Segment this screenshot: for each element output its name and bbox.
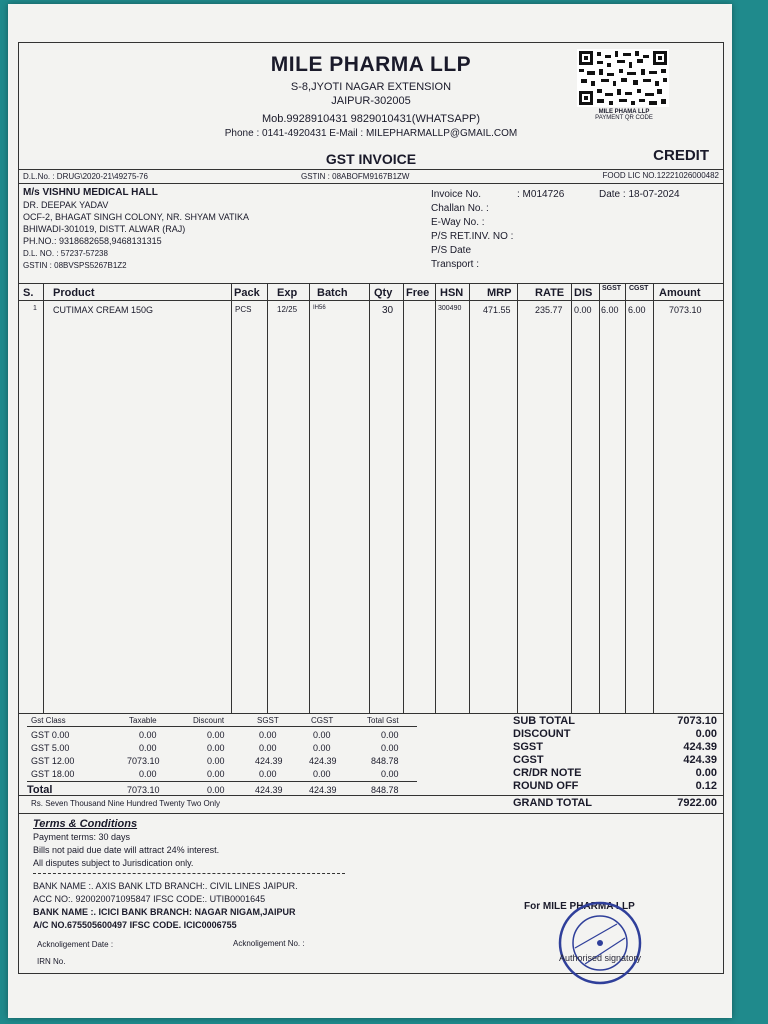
gst-row-taxable: 7073.10 — [127, 756, 160, 766]
row-hsn: 300490 — [438, 305, 462, 312]
challan-no: Challan No. : — [431, 203, 489, 214]
qr-caption-sub: PAYMENT QR CODE — [595, 115, 653, 121]
company-phone-email: Phone : 0141-4920431 E-Mail : MILEPHARMALLP@GMAIL.COM — [224, 128, 518, 139]
row-cgst: 6.00 — [628, 305, 646, 315]
cgst-value: 424.39 — [683, 754, 717, 766]
discount-label: DISCOUNT — [513, 728, 571, 740]
row-batch: IH56 — [313, 305, 326, 311]
gst-row-total: 848.78 — [371, 756, 399, 766]
gst-col-class: Gst Class — [31, 716, 66, 725]
row-dis: 0.00 — [574, 305, 592, 315]
gst-total-total: 848.78 — [371, 785, 399, 795]
gst-row-sgst: 0.00 — [259, 743, 277, 753]
grand-total-label: GRAND TOTAL — [513, 797, 593, 809]
cgst-label: CGST — [513, 754, 544, 766]
col-product: Product — [53, 287, 95, 299]
grand-total-value: 7922.00 — [677, 797, 717, 809]
col-mrp: MRP — [487, 287, 512, 299]
gst-row-class: GST 18.00 — [31, 769, 75, 779]
buyer-name: M/s VISHNU MEDICAL HALL — [23, 187, 158, 198]
buyer-line-2: OCF-2, BHAGAT SINGH COLONY, NR. SHYAM VATIKA — [23, 212, 250, 222]
gst-total-sgst: 424.39 — [255, 785, 283, 795]
company-stamp-icon — [555, 898, 645, 988]
col-rate: RATE — [535, 287, 565, 299]
col-amount: Amount — [659, 287, 701, 299]
bank-line-3: BANK NAME :. ICICI BANK BRANCH: NAGAR NIGAM,JAIPUR — [33, 907, 296, 917]
col-batch: Batch — [317, 287, 348, 299]
acknowledgement-no: Acknoligement No. : — [233, 939, 305, 948]
gst-row-cgst: 0.00 — [313, 769, 331, 779]
acknowledgement-date: Acknoligement Date : — [37, 940, 114, 949]
gst-row-taxable: 0.00 — [139, 769, 157, 779]
round-off-value: 0.12 — [695, 780, 717, 792]
sub-total-label: SUB TOTAL — [513, 715, 575, 727]
round-off-label: ROUND OFF — [513, 780, 579, 792]
transport: Transport : — [431, 259, 479, 270]
invoice-paper — [8, 4, 732, 1018]
discount-value: 0.00 — [695, 728, 717, 740]
gst-row-total: 0.00 — [381, 730, 399, 740]
gst-row-total: 0.00 — [381, 769, 399, 779]
company-mobile: Mob.9928910431 9829010431(WHATSAPP) — [261, 113, 481, 125]
gst-col-discount: Discount — [193, 716, 225, 725]
bank-line-1: BANK NAME :. AXIS BANK LTD BRANCH:. CIVIL LINES JAIPUR. — [33, 881, 298, 891]
col-exp: Exp — [277, 287, 298, 299]
buyer-line-3: BHIWADI-301019, DISTT. ALWAR (RAJ) — [23, 224, 186, 234]
invoice-no: : M014726 — [517, 189, 565, 200]
buyer-line-4: PH.NO.: 9318682658,9468131315 — [23, 236, 162, 246]
gst-row-discount: 0.00 — [207, 756, 225, 766]
row-amount: 7073.10 — [669, 305, 702, 315]
gst-row-discount: 0.00 — [207, 743, 225, 753]
gst-row-sgst: 424.39 — [255, 756, 283, 766]
gst-row-discount: 0.00 — [207, 730, 225, 740]
company-name: MILE PHARMA LLP — [270, 53, 472, 76]
row-sgst: 6.00 — [601, 305, 619, 315]
bank-line-4: A/C NO.675505600497 IFSC CODE. ICIC0006755 — [33, 920, 237, 930]
sgst-value: 424.39 — [683, 741, 717, 753]
gst-row-class: GST 0.00 — [31, 730, 70, 740]
drug-license: D.L.No. : DRUG\2020-21\49275-76 — [23, 172, 148, 181]
gst-total-taxable: 7073.10 — [127, 785, 160, 795]
gst-row-class: GST 5.00 — [31, 743, 70, 753]
invoice-date: Date : 18-07-2024 — [599, 189, 680, 200]
company-address-1: S-8,JYOTI NAGAR EXTENSION — [290, 81, 452, 93]
gst-total-discount: 0.00 — [207, 785, 225, 795]
gst-row-sgst: 0.00 — [259, 769, 277, 779]
qr-code-icon — [577, 49, 669, 107]
ps-ret-inv-no: P/S RET.INV. NO : — [431, 231, 514, 242]
invoice-no-label: Invoice No. — [431, 189, 482, 200]
gst-col-taxable: Taxable — [129, 716, 157, 725]
crdr-label: CR/DR NOTE — [513, 767, 582, 779]
company-address-2: JAIPUR-302005 — [331, 95, 411, 107]
col-hsn: HSN — [440, 287, 464, 299]
col-dis: DIS — [574, 287, 593, 299]
terms-line-3: All disputes subject to Jurisdication only. — [33, 858, 194, 868]
irn-no: IRN No. — [37, 957, 66, 966]
row-s: 1 — [33, 305, 37, 312]
gst-col-cgst: CGST — [311, 716, 334, 725]
eway-no: E-Way No. : — [431, 217, 485, 228]
bank-line-2: ACC NO:. 920020071095847 IFSC CODE:. UTIB0001645 — [33, 894, 266, 904]
gst-row-discount: 0.00 — [207, 769, 225, 779]
authorised-signatory: Authorised signatory — [559, 953, 642, 963]
terms-title: Terms & Conditions — [33, 818, 138, 830]
buyer-gstin: GSTIN : 08BVSPS5267B1Z2 — [23, 261, 127, 270]
gst-row-sgst: 0.00 — [259, 730, 277, 740]
for-company: For MILE PHARMA LLP — [524, 901, 635, 912]
gst-row-cgst: 424.39 — [309, 756, 337, 766]
qr-caption: MILE PHAMA LLP — [598, 109, 650, 115]
seller-gstin: GSTIN : 08ABOFM9167B1ZW — [301, 172, 410, 181]
gst-total-label: Total — [27, 784, 53, 796]
invoice-sheet — [18, 42, 724, 974]
sgst-label: SGST — [513, 741, 543, 753]
gst-col-sgst: SGST — [257, 716, 279, 725]
buyer-line-5: D.L. NO. : 57237-57238 — [23, 249, 108, 258]
row-pack: PCS — [235, 305, 252, 314]
gst-total-cgst: 424.39 — [309, 785, 337, 795]
row-product: CUTIMAX CREAM 150G — [53, 305, 154, 315]
buyer-line-1: DR. DEEPAK YADAV — [23, 200, 109, 210]
col-qty: Qty — [374, 287, 393, 299]
ps-date: P/S Date — [431, 245, 472, 256]
gst-row-cgst: 0.00 — [313, 730, 331, 740]
col-cgst: CGST — [629, 285, 649, 292]
gst-row-taxable: 0.00 — [139, 743, 157, 753]
payment-mode: CREDIT — [653, 147, 709, 164]
row-rate: 235.77 — [535, 305, 563, 315]
col-s: S. — [23, 287, 34, 299]
gst-row-total: 0.00 — [381, 743, 399, 753]
crdr-value: 0.00 — [695, 767, 717, 779]
invoice-type: GST INVOICE — [325, 151, 417, 167]
gst-row-cgst: 0.00 — [313, 743, 331, 753]
terms-line-2: Bills not paid due date will attract 24% interest. — [33, 845, 220, 855]
col-pack: Pack — [234, 287, 260, 299]
col-sgst: SGST — [602, 285, 622, 292]
gst-row-taxable: 0.00 — [139, 730, 157, 740]
gst-col-total: Total Gst — [367, 716, 399, 725]
food-license: FOOD LIC NO.12221026000482 — [602, 171, 719, 180]
row-qty: 30 — [382, 305, 394, 316]
sub-total-value: 7073.10 — [677, 715, 717, 727]
row-exp: 12/25 — [277, 305, 298, 314]
amount-in-words: Rs. Seven Thousand Nine Hundred Twenty Two Only — [31, 799, 220, 808]
terms-line-1: Payment terms: 30 days — [33, 832, 131, 842]
gst-row-class: GST 12.00 — [31, 756, 75, 766]
row-mrp: 471.55 — [483, 305, 511, 315]
col-free: Free — [406, 287, 430, 299]
